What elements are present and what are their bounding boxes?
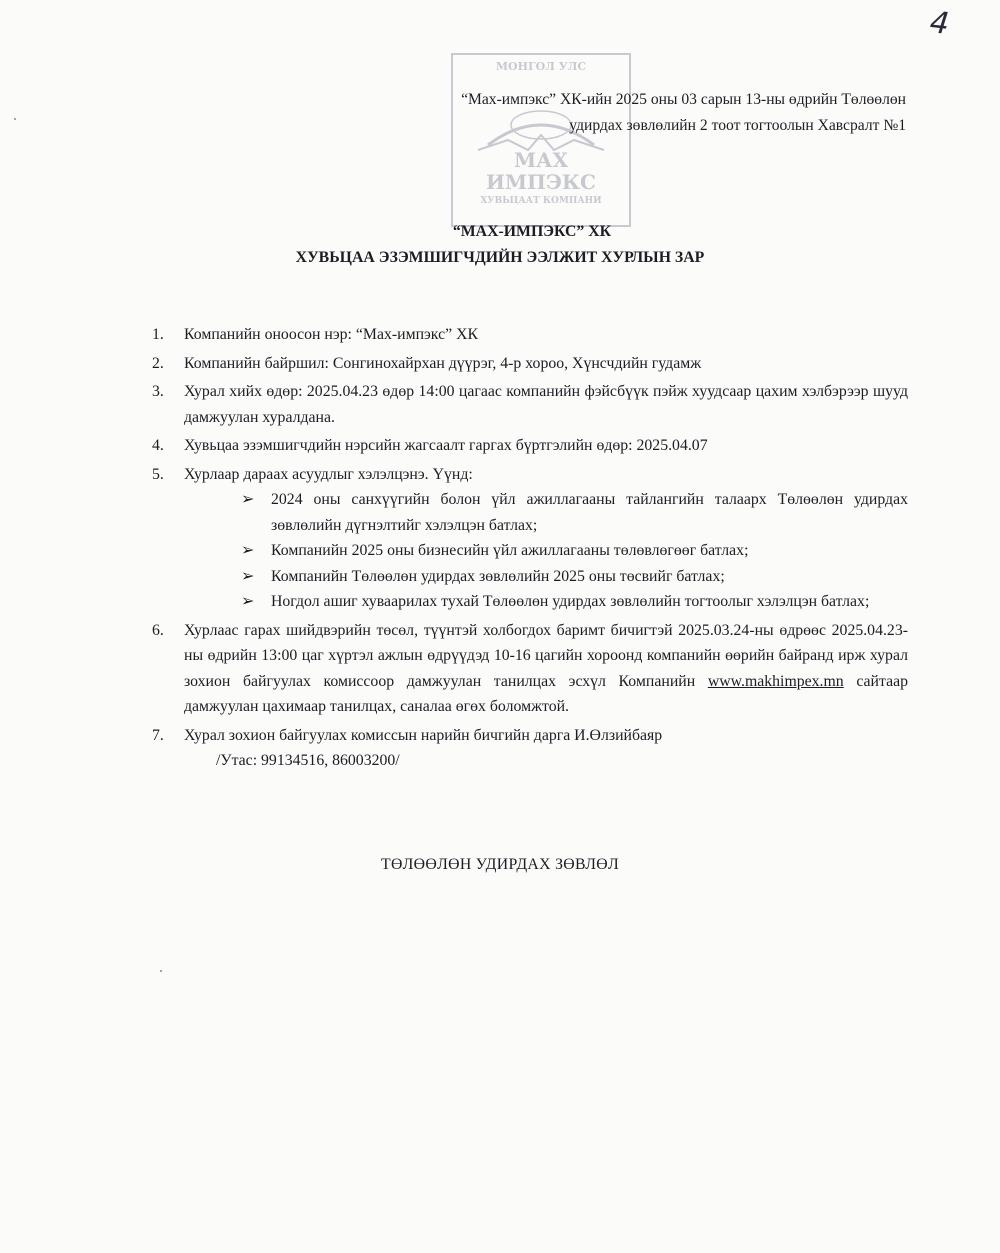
list-item — [152, 379, 908, 430]
arrow-bullet-icon: ➢ — [241, 567, 255, 585]
item-text: Компанийн оноосон нэр: “Мах-импэкс” ХК — [184, 326, 479, 343]
list-item — [152, 322, 908, 348]
agenda-text: Компанийн 2025 оны бизнесийн үйл ажиллагааны төлөвлөгөөг батлах; — [271, 542, 749, 559]
page-number: 4 — [928, 5, 951, 42]
arrow-bullet-icon: ➢ — [241, 542, 255, 559]
contact-phone: /Утас: 99134516, 86003200/ — [216, 752, 400, 769]
item-text-after: сайтаар дамжуулан цахимаар танилцах, саналаа өгөх боломжтой. — [184, 672, 908, 715]
title-company: “МАХ-ИМПЭКС” ХК — [452, 223, 612, 240]
item-number: 7. — [152, 726, 164, 744]
agenda-text: Компанийн Төлөөлөн удирдах зөвлөлийн 2025 оны төсвийг батлах; — [271, 567, 725, 585]
item-number: 4. — [152, 437, 164, 454]
annex-line-1: “Мах-импэкс” ХК-ийн 2025 оны 03 сарын 13-ны өдрийн Төлөөлөн — [461, 91, 906, 108]
company-stamp — [448, 50, 634, 230]
agenda-text: Ногдол ашиг хуваарилах тухай Төлөөлөн удирдах зөвлөлийн тогтоолыг хэлэлцэн батлах; — [271, 593, 870, 610]
item-number: 1. — [152, 326, 164, 343]
item-number: 6. — [152, 621, 164, 639]
item-text: Хувьцаа эзэмшигчдийн нэрсийн жагсаалт гаргах бүртгэлийн өдөр: 2025.04.07 — [184, 437, 708, 454]
stamp-line1: МОНГОЛ УЛС — [495, 60, 587, 73]
website-link[interactable]: www.makhimpex.mn — [707, 672, 844, 690]
item-text: Компанийн байршил: Сонгинохайрхан дүүрэг, 4-р хороо, Хүнсчдийн гудамж — [184, 354, 702, 372]
arrow-bullet-icon: ➢ — [241, 593, 255, 610]
item-number: 3. — [152, 383, 164, 400]
stamp-line2: МАХ — [514, 148, 568, 172]
stamp-line3: ИМПЭКС — [486, 170, 596, 194]
item-number: 2. — [152, 354, 164, 372]
list-item — [152, 462, 908, 488]
stamp-line4: ХУВЬЦААТ КОМПАНИ — [480, 196, 602, 206]
agenda-item — [237, 538, 908, 564]
agenda-item — [237, 487, 908, 538]
agenda-item — [237, 589, 908, 615]
item-text: Хурлаас гарах шийдвэрийн төсөл, түүнтэй холбогдох баримт бичигтэй 2025.03.24-ны өдрөөс 2025.04.23-ны өдрийн 13:00 цаг хүртэл ажлын өдрүүдэд 10-16 цагийн хороонд компанийн өөрийн байранд ирж хурал зохион байгуулах комиссоор дамжуулан танилцах эсхүл Компанийн — [184, 621, 908, 690]
list-item — [152, 433, 908, 459]
stamp-emblem — [448, 50, 634, 230]
item-number: 5. — [152, 465, 164, 483]
annex-reference — [300, 87, 906, 139]
list-item — [152, 723, 908, 749]
scan-speck — [14, 118, 16, 120]
scan-speck — [160, 970, 162, 972]
annex-line-2: удирдах зөвлөлийн 2 тоот тогтоолын Хавсралт №1 — [569, 117, 906, 134]
list-item — [152, 351, 908, 377]
title-heading: ХУВЬЦАА ЭЗЭМШИГЧДИЙН ЭЭЛЖИТ ХУРЛЫН ЗАР — [295, 249, 705, 266]
agenda-item — [237, 564, 908, 590]
item-text: Хурал зохион байгуулах комиссын нарийн бичгийн дарга И.Өлзийбаяр — [184, 726, 663, 744]
agenda-text: 2024 оны санхүүгийн болон үйл ажиллагааны тайлангийн талаарх Төлөөлөн удирдах зөвлөлийн дүгнэлтийг хэлэлцэн батлах; — [271, 491, 908, 534]
board-signature: ТӨЛӨӨЛӨН УДИРДАХ ЗӨВЛӨЛ — [381, 856, 619, 873]
item-text: Хурал хийх өдөр: 2025.04.23 өдөр 14:00 цагаас компанийн фэйсбүүк пэйж хуудсаар цахим хэлбэрээр шууд дамжуулан хуралдана. — [184, 383, 908, 426]
notice-items — [152, 322, 908, 774]
list-item — [152, 618, 908, 720]
item-text: Хурлаар дараах асуудлыг хэлэлцэнэ. Үүнд: — [184, 465, 473, 483]
arrow-bullet-icon: ➢ — [241, 491, 255, 508]
document-title — [0, 219, 1000, 271]
